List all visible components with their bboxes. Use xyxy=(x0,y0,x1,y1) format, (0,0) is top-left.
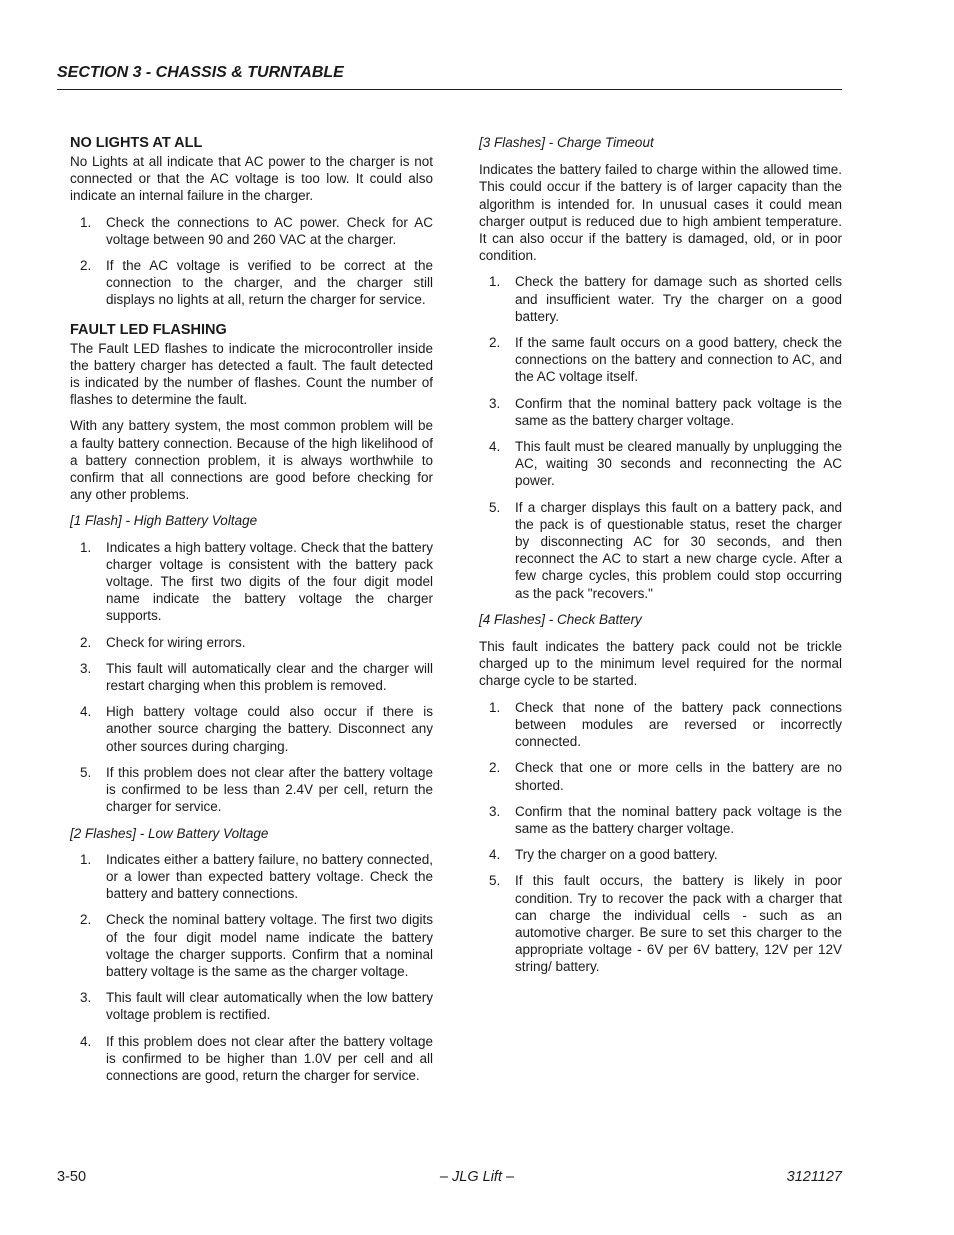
flash1-title: [1 Flash] - High Battery Voltage xyxy=(70,513,258,529)
list-item: 5. If a charger displays this fault on a battery pack, and the pack is of questionable status, reset the charger by disconnecting AC for 30 seconds, and then reconnect the AC to start a new charge cycle. After a few charge cycles, this problem could stop occurring as the pack "recovers." xyxy=(489,499,842,601)
flash1-list xyxy=(70,539,433,816)
publisher-footer: – JLG Lift – xyxy=(439,1169,515,1185)
list-item: 1. Indicates a high battery voltage. Check that the battery charger voltage is consistent with the battery pack voltage. The first two digits of the four digit model name indicate the battery voltage the charger supports. xyxy=(80,539,433,624)
flash3-title: [3 Flashes] - Charge Timeout xyxy=(479,135,654,150)
list-item: 4. If this problem does not clear after the battery voltage is confirmed to be higher than 1.0V per cell and all connections are good, return the charger for service. xyxy=(80,1033,433,1083)
flash3-intro: Indicates the battery failed to charge within the allowed time. This could occur if the battery is of larger capacity than the algorithm is intended for. In unusual cases it could mean charger output is reduced due to high ambient temperature. It can also occur if the battery is damaged, old, or in poor condition. xyxy=(479,162,842,264)
flash2-title: [2 Flashes] - Low Battery Voltage xyxy=(70,825,269,841)
list-item: 2. If the same fault occurs on a good battery, check the connections on the battery and connection to AC, and the AC voltage itself. xyxy=(489,335,842,385)
list-item: 2. Check the nominal battery voltage. The first two digits of the four digit model name indicate the battery voltage the charger supports. Confirm that a nominal battery voltage is the same as the charger voltage. xyxy=(80,912,433,979)
right-column xyxy=(479,134,842,985)
list-item: 4. High battery voltage could also occur if there is another source charging the battery. Disconnect any other sources during charging. xyxy=(80,704,433,754)
no-lights-list xyxy=(70,214,433,309)
flash2-list xyxy=(70,851,433,1084)
list-item: 3. Confirm that the nominal battery pack voltage is the same as the battery charger voltage. xyxy=(489,803,842,836)
fault-led-intro-2: With any battery system, the most common problem will be a faulty battery connection. Because of the high likelihood of a battery connection problem, it is always worthwhile to confirm that all connections are good before checking for any other problems. xyxy=(70,418,433,503)
no-lights-intro: No Lights at all indicate that AC power to the charger is not connected or that the AC voltage is too low. It could also indicate an internal failure in the charger. xyxy=(70,154,433,204)
list-item: 3. Confirm that the nominal battery pack voltage is the same as the battery charger voltage. xyxy=(489,395,842,428)
list-item: 1. Check the connections to AC power. Check for AC voltage between 90 and 260 VAC at the charger. xyxy=(80,214,433,247)
no-lights-heading: NO LIGHTS AT ALL xyxy=(70,135,203,151)
section-title: SECTION 3 - CHASSIS & TURNTABLE xyxy=(57,64,344,81)
left-column xyxy=(70,134,433,1093)
list-item: 4. Try the charger on a good battery. xyxy=(489,847,718,863)
list-item: 5. If this fault occurs, the battery is likely in poor condition. Try to recover the pack with a charger that can charge the individual cells - such as an automotive charger. Be sure to set this charger to the appropriate voltage - 6V per 6V battery, 12V per 12V string/ battery. xyxy=(489,873,842,975)
list-item: 2. If the AC voltage is verified to be correct at the connection to the charger, and the charger still displays no lights at all, return the charger for service. xyxy=(80,258,433,308)
list-item: 3. This fault will clear automatically when the low battery voltage problem is rectified. xyxy=(80,990,433,1023)
flash3-list xyxy=(479,273,842,601)
list-item: 3. This fault will automatically clear and the charger will restart charging when this problem is removed. xyxy=(80,660,433,694)
flash4-list xyxy=(479,699,842,976)
list-item: 2. Check that one or more cells in the battery are no shorted. xyxy=(489,760,842,793)
list-item: 1. Check that none of the battery pack connections between modules are reversed or incorrectly connected. xyxy=(489,699,842,750)
list-item: 1. Check the battery for damage such as shorted cells and insufficient water. Try the charger on a good battery. xyxy=(489,274,842,324)
fault-led-intro: The Fault LED flashes to indicate the microcontroller inside the battery charger has detected a fault. The fault detected is indicated by the number of flashes. Count the number of flashes to determine the fault. xyxy=(70,340,433,408)
header-rule xyxy=(57,89,842,90)
flash4-title: [4 Flashes] - Check Battery xyxy=(479,611,642,627)
list-item: 1. Indicates either a battery failure, no battery connected, or a lower than expected battery voltage. Check the battery and battery connections. xyxy=(80,851,433,902)
page-number: 3-50 xyxy=(57,1169,87,1185)
flash4-intro: This fault indicates the battery pack could not be trickle charged up to the minimum level required for the normal charge cycle to be started. xyxy=(479,639,842,689)
list-item: 2. Check for wiring errors. xyxy=(80,634,246,650)
document-number: 3121127 xyxy=(786,1169,842,1185)
list-item: 5. If this problem does not clear after the battery voltage is confirmed to be less than 2.4V per cell, return the charger for service. xyxy=(80,764,433,815)
fault-led-heading: FAULT LED FLASHING xyxy=(70,321,227,338)
list-item: 4. This fault must be cleared manually by unplugging the AC, waiting 30 seconds and reconnecting the AC power. xyxy=(489,439,842,489)
